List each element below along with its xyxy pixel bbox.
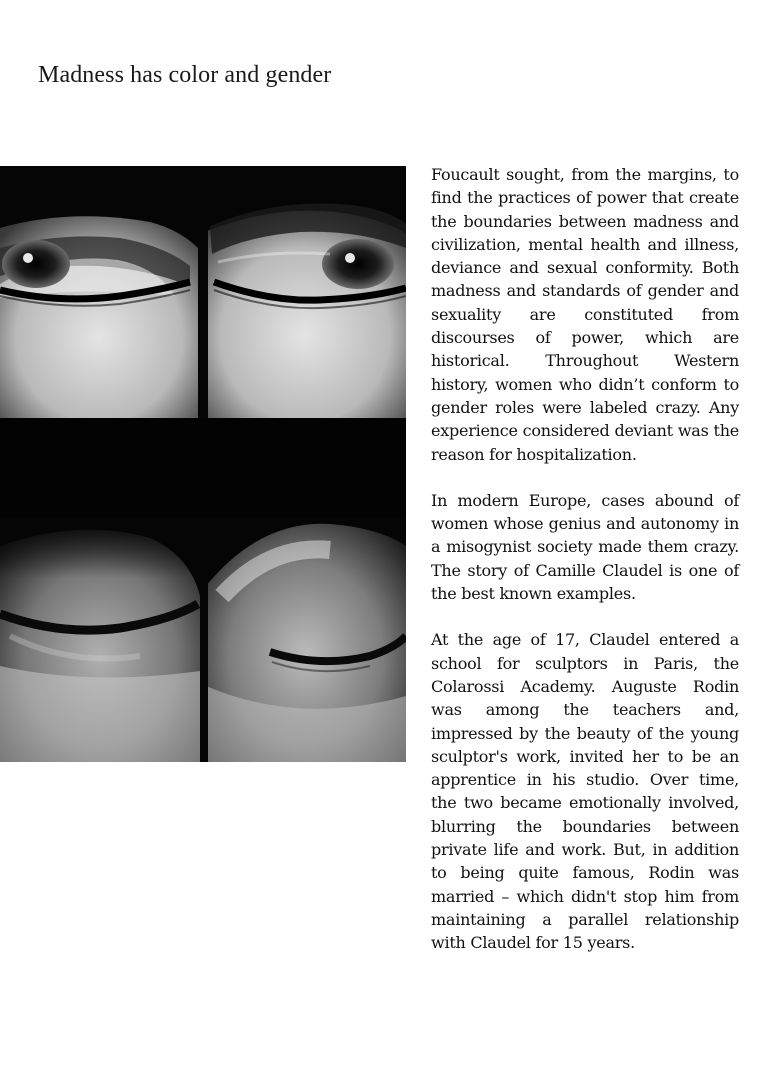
eyes-collage-graphic bbox=[0, 166, 406, 762]
paragraph-foucault: Foucault sought, from the margins, to find the practices of power that create the boundaries between madness and civilization, mental health and illness, deviance and sexual conformity. Both madness and standards of gender and sexuality are constituted from discourses of power, which are historical. Throughout Western history, women who didn’t conform to gender roles were labeled crazy. Any experience considered deviant was the reason for hospitalization. bbox=[431, 165, 739, 464]
eye-panel-top-left bbox=[0, 216, 198, 428]
page-title: Madness has color and gender bbox=[38, 62, 332, 88]
paragraph-modern-europe: In modern Europe, cases abound of women whose genius and autonomy in a misogynist society made them crazy. The story of Camille Claudel is one of the best known examples. bbox=[431, 490, 739, 604]
paragraph-claudel-rodin: At the age of 17, Claudel entered a school for sculptors in Paris, the Colarossi Academy. Auguste Rodin was among the teachers and, impressed by the beauty of the young sculptor's work, invited her to be an apprentice in his studio. Over time, the two became emotionally involved, blurring the boundaries between private life and work. But, in addition to being quite famous, Rodin was married – which didn't stop him from maintaining a parallel relationship with Claudel for 15 years. bbox=[431, 630, 739, 953]
eyes-collage-image bbox=[0, 166, 406, 762]
eye-panel-bottom-left bbox=[0, 518, 200, 762]
article-body bbox=[431, 163, 739, 978]
